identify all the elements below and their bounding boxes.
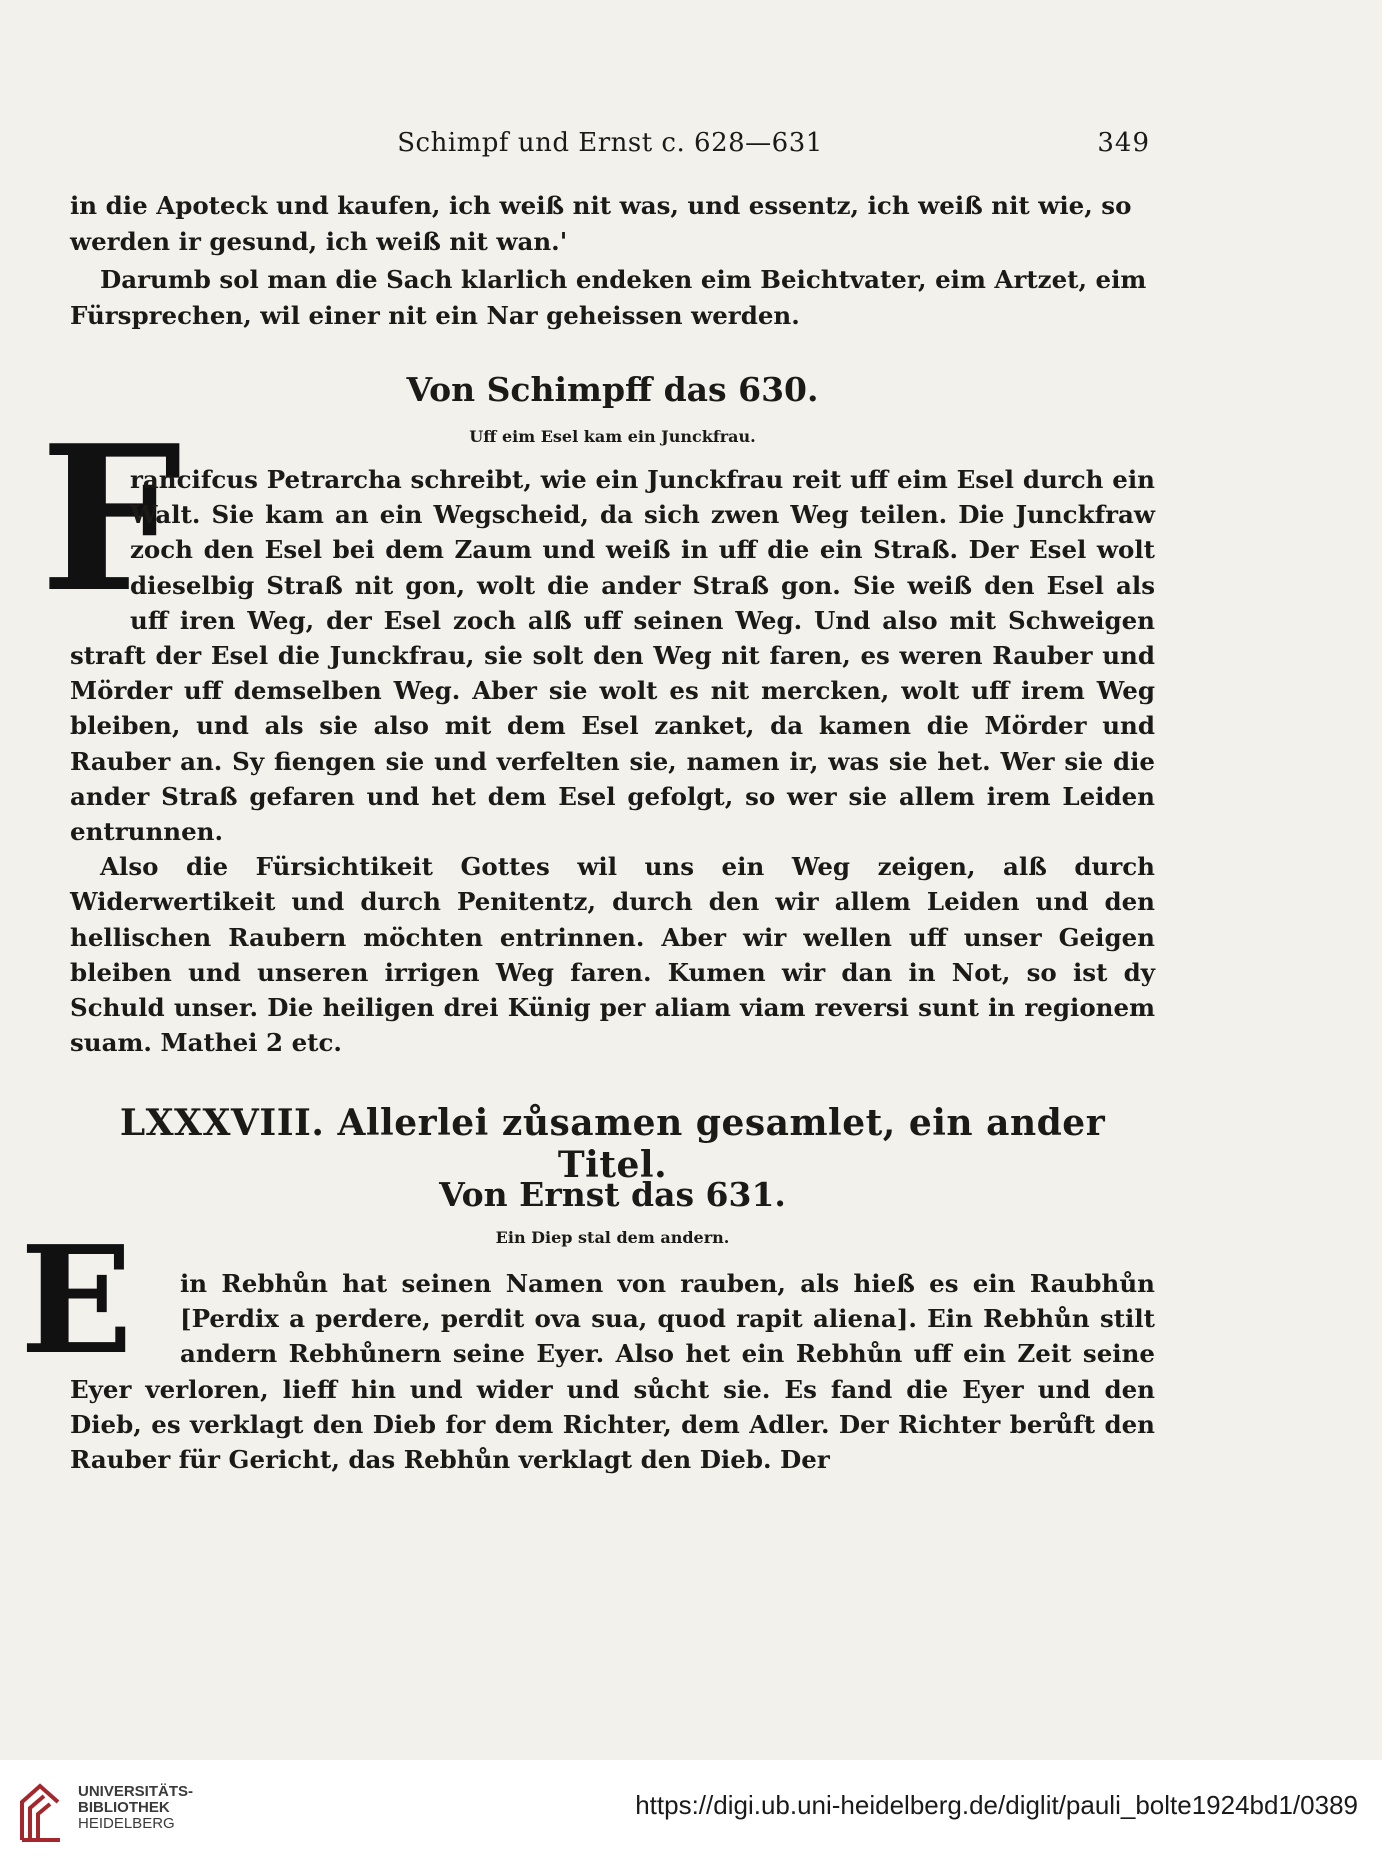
logo-line: UNIVERSITÄTS- — [78, 1783, 194, 1800]
text-line: werden ir gesund, ich weiß nit wan.' — [70, 226, 568, 256]
section-630-heading: Von Schimpff das 630. — [406, 370, 819, 409]
drop-cap-space — [70, 1266, 180, 1366]
text-line: Darumb sol man die Sach klarlich endeken eim Beichtvater, eim Artzet, eim — [100, 265, 1147, 294]
university-library-logo-icon[interactable] — [16, 1778, 66, 1846]
logo-line: BIBLIOTHEK — [78, 1799, 170, 1816]
top-paragraph — [70, 188, 1155, 259]
text-line: in die Apoteck und kaufen, ich weiß nit was, und essentz, ich weiß nit wie, so — [70, 191, 1132, 220]
section-631-text: in Rebhůn hat seinen Namen von rauben, als hieß es ein Raubhůn [Perdix a perdere, perdit ova sua, quod rapit aliena]. Ein Rebhůn stilt andern Rebhůnern seine Eyer. Also het ein Rebhůn uff ein Zeit seine Eyer verloren, lieff hin und wider und sůcht sie. Es fand die Eyer und den Dieb, es verklagt den Dieb for dem Richter, dem Adler. Der Richter berůft den Rauber für Gericht, das Rebhůn verklagt den Dieb. Der — [70, 1269, 1155, 1475]
section-630-body — [70, 462, 1155, 1060]
drop-cap-e: E — [20, 1213, 133, 1387]
section-630-subheading: Uff eim Esel kam ein Junckfrau. — [469, 427, 756, 446]
section-631-subheading: Ein Diep stal dem andern. — [495, 1228, 730, 1247]
running-head — [70, 128, 1150, 164]
running-title: Schimpf und Ernst c. 628—631 — [397, 128, 823, 158]
logo-line: HEIDELBERG — [78, 1815, 175, 1832]
text-line: Fürsprechen, wil einer nit ein Nar geheissen werden. — [70, 300, 800, 330]
viewer-footer — [0, 1760, 1382, 1863]
section-631-body — [70, 1266, 1155, 1477]
chapter-heading: LXXXVIII. Allerlei zůsamen gesamlet, ein ander Titel. — [119, 1102, 1106, 1186]
paragraph-2 — [70, 262, 1155, 333]
library-logo-text — [78, 1784, 193, 1832]
drop-cap-space — [70, 462, 130, 637]
permalink-url[interactable]: https://digi.ub.uni-heidelberg.de/diglit/pauli_bolte1924bd1/0389 — [635, 1790, 1358, 1820]
section-630-text: rancifcus Petrarcha schreibt, wie ein Junckfrau reit uff eim Esel durch ein Walt. Sie kam an ein Wegscheid, da sich zwen Weg teilen. Die Junckfraw zoch den Esel bei dem Zaum und weiß in uff die ein Straß. Der Esel wolt dieselbig Straß nit gon, wolt die ander Straß gon. Sie weiß den Esel als uff iren Weg, der Esel zoch alß uff seinen Weg. Und also mit Schweigen straft der Esel die Junckfrau, sie solt den Weg nit faren, es weren Rauber und Mörder uff demselben Weg. Aber sie wolt es nit mercken, wolt uff irem Weg bleiben, und als sie also mit dem Esel zanket, da kamen die Mörder und Rauber an. Sy fiengen sie und verfelten sie, namen ir, was sie het. Wer sie die ander Straß gefaren und het dem Esel gefolgt, so wer sie allem irem Leiden entrunnen. — [70, 465, 1155, 847]
section-631-heading: Von Ernst das 631. — [439, 1175, 786, 1214]
drop-cap-f: F — [40, 402, 182, 637]
page-number: 349 — [1097, 128, 1150, 158]
section-630-moral: Also die Fürsichtikeit Gottes wil uns ein Weg zeigen, alß durch Widerwertikeit und durch Penitentz, durch den wir allem Leiden und den hellischen Raubern möchten entrinnen. Aber wir wellen uff unser Geigen bleiben und unseren irrigen Weg faren. Kumen wir dan in Not, so ist dy Schuld unser. Die heiligen drei Künig per aliam viam reversi sunt in regionem suam. Mathei 2 etc. — [70, 852, 1155, 1058]
